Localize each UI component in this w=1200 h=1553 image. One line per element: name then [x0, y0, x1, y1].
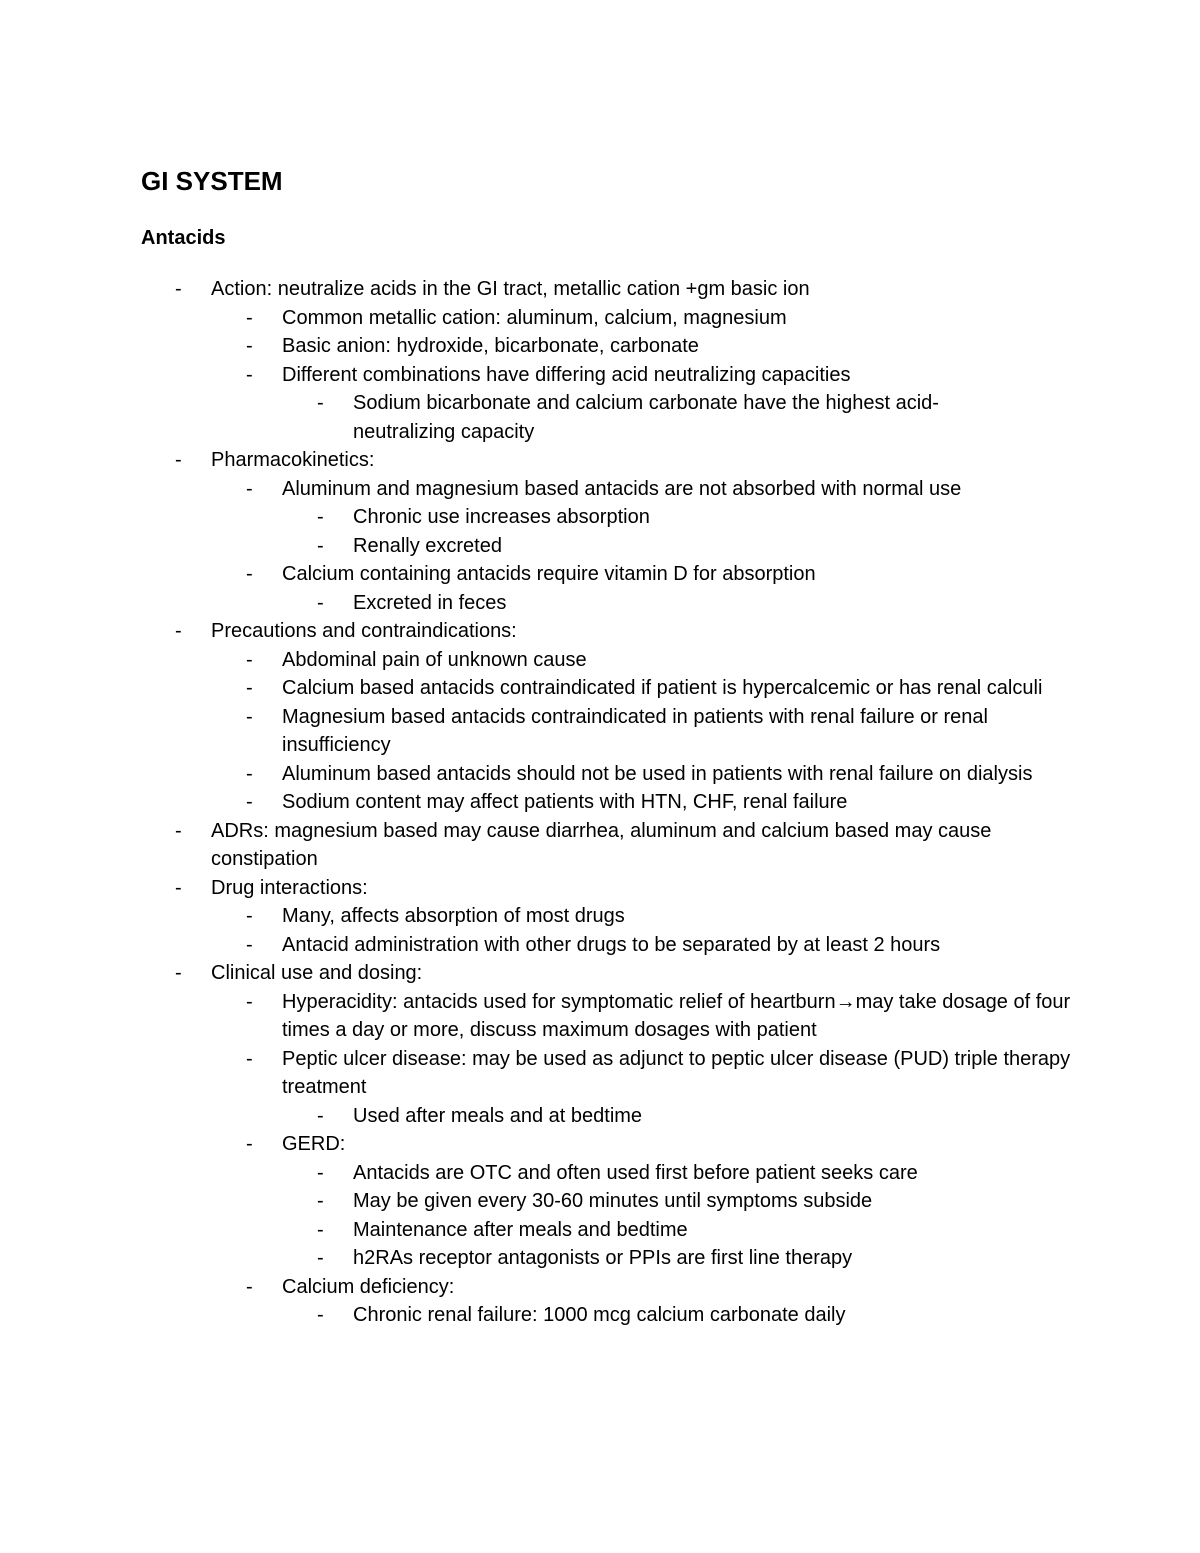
- list-item: [0, 475, 1200, 504]
- list-item: [0, 988, 1200, 1045]
- bullet-dash: -: [317, 1304, 324, 1326]
- list-item-text: May be given every 30-60 minutes until symptoms subside: [353, 1190, 873, 1212]
- list-item: [0, 1045, 1200, 1102]
- list-item: [0, 332, 1200, 361]
- list-item: [0, 560, 1200, 589]
- list-item: [0, 1130, 1200, 1159]
- list-item-text: Aluminum based antacids should not be used in patients with renal failure on dialysis: [282, 762, 1033, 785]
- list-item: [0, 1159, 1200, 1188]
- list-item: [0, 617, 1200, 646]
- bullet-dash: -: [175, 278, 182, 300]
- list-item: [0, 1244, 1200, 1273]
- list-item: [0, 959, 1200, 988]
- bullet-dash: -: [317, 591, 324, 614]
- bullet-dash: -: [317, 1190, 324, 1212]
- list-item: [0, 589, 1200, 618]
- bullet-dash: -: [317, 506, 324, 528]
- bullet-dash: -: [317, 392, 324, 414]
- bullet-dash: -: [317, 1218, 324, 1241]
- list-item: [0, 1102, 1200, 1131]
- list-item: [0, 1273, 1200, 1302]
- list-item: [0, 817, 1200, 874]
- list-item-text: Magnesium based antacids contraindicated in patients with renal failure or renal insufficiency: [282, 705, 988, 756]
- list-item-text: Antacids are OTC and often used first before patient seeks care: [353, 1161, 918, 1184]
- list-item-text: Sodium bicarbonate and calcium carbonate have the highest acid-neutralizing capacity: [353, 392, 939, 443]
- list-item: [0, 902, 1200, 931]
- list-item: [0, 1301, 1200, 1330]
- bullet-dash: -: [175, 962, 182, 984]
- list-item-text: Calcium containing antacids require vitamin D for absorption: [282, 563, 816, 585]
- bullet-dash: -: [246, 1275, 253, 1298]
- list-item: [0, 389, 1200, 446]
- list-item-text: Hyperacidity: antacids used for symptomatic relief of heartburn→may take dosage of four times a day or more, discuss maximum dosages with patient: [282, 990, 1071, 1041]
- list-item-text: Excreted in feces: [353, 591, 507, 614]
- bullet-dash: -: [246, 335, 253, 357]
- list-item-text: Different combinations have differing acid neutralizing capacities: [282, 363, 851, 386]
- list-item-text: Clinical use and dosing:: [211, 962, 423, 984]
- list-item: [0, 674, 1200, 703]
- bullet-dash: -: [317, 534, 324, 557]
- list-item: [0, 931, 1200, 960]
- bullet-dash: -: [246, 1133, 253, 1155]
- bullet-list: [0, 275, 1200, 1330]
- bullet-dash: -: [246, 990, 253, 1013]
- list-item-text: ADRs: magnesium based may cause diarrhea, aluminum and calcium based may cause constipation: [211, 819, 992, 870]
- list-item-text: Antacid administration with other drugs to be separated by at least 2 hours: [282, 933, 941, 956]
- bullet-dash: -: [317, 1247, 324, 1269]
- bullet-dash: -: [246, 791, 253, 813]
- list-item: [0, 646, 1200, 675]
- list-item-text: Common metallic cation: aluminum, calcium, magnesium: [282, 306, 787, 329]
- list-item: [0, 874, 1200, 903]
- bullet-dash: -: [246, 905, 253, 927]
- bullet-dash: -: [246, 648, 253, 671]
- bullet-dash: -: [246, 477, 253, 500]
- list-item: [0, 788, 1200, 817]
- bullet-dash: -: [175, 620, 182, 642]
- bullet-dash: -: [246, 306, 253, 329]
- list-item: [0, 703, 1200, 760]
- bullet-dash: -: [317, 1104, 324, 1127]
- bullet-dash: -: [175, 449, 182, 471]
- list-item: [0, 1187, 1200, 1216]
- list-item-text: Chronic renal failure: 1000 mcg calcium carbonate daily: [353, 1304, 846, 1326]
- bullet-dash: -: [175, 876, 182, 899]
- bullet-dash: -: [246, 762, 253, 785]
- list-item-text: Drug interactions:: [211, 876, 368, 899]
- list-item-text: GERD:: [282, 1133, 346, 1155]
- list-item-text: Maintenance after meals and bedtime: [353, 1218, 688, 1241]
- list-item-text: Action: neutralize acids in the GI tract, metallic cation +gm basic ion: [211, 278, 810, 300]
- list-item: [0, 304, 1200, 333]
- list-item-text: Sodium content may affect patients with HTN, CHF, renal failure: [282, 791, 848, 813]
- bullet-dash: -: [246, 677, 253, 699]
- list-item-text: Aluminum and magnesium based antacids are not absorbed with normal use: [282, 477, 962, 500]
- bullet-dash: -: [246, 563, 253, 585]
- list-item-text: h2RAs receptor antagonists or PPIs are first line therapy: [353, 1247, 853, 1269]
- list-item-text: Precautions and contraindications:: [211, 620, 517, 642]
- list-item-text: Calcium based antacids contraindicated if patient is hypercalcemic or has renal calculi: [282, 677, 1043, 699]
- list-item-text: Abdominal pain of unknown cause: [282, 648, 587, 671]
- list-item: [0, 532, 1200, 561]
- list-item: [0, 503, 1200, 532]
- list-item: [0, 361, 1200, 390]
- list-item-text: Calcium deficiency:: [282, 1275, 455, 1298]
- list-item-text: Renally excreted: [353, 534, 502, 557]
- list-item-text: Chronic use increases absorption: [353, 506, 650, 528]
- list-item: [0, 1216, 1200, 1245]
- list-item-text: Many, affects absorption of most drugs: [282, 905, 625, 927]
- section-heading: Antacids: [141, 227, 226, 249]
- list-item-text: Basic anion: hydroxide, bicarbonate, carbonate: [282, 335, 699, 357]
- page-title: GI SYSTEM: [141, 166, 283, 196]
- list-item: [0, 275, 1200, 304]
- bullet-dash: -: [246, 933, 253, 956]
- bullet-dash: -: [317, 1161, 324, 1184]
- list-item: [0, 760, 1200, 789]
- bullet-dash: -: [175, 819, 182, 842]
- list-item-text: Pharmacokinetics:: [211, 449, 375, 471]
- list-item-text: Used after meals and at bedtime: [353, 1104, 643, 1127]
- list-item-text: Peptic ulcer disease: may be used as adjunct to peptic ulcer disease (PUD) triple therapy treatment: [282, 1047, 1071, 1098]
- bullet-dash: -: [246, 363, 253, 386]
- bullet-dash: -: [246, 705, 253, 728]
- list-item: [0, 446, 1200, 475]
- bullet-dash: -: [246, 1047, 253, 1070]
